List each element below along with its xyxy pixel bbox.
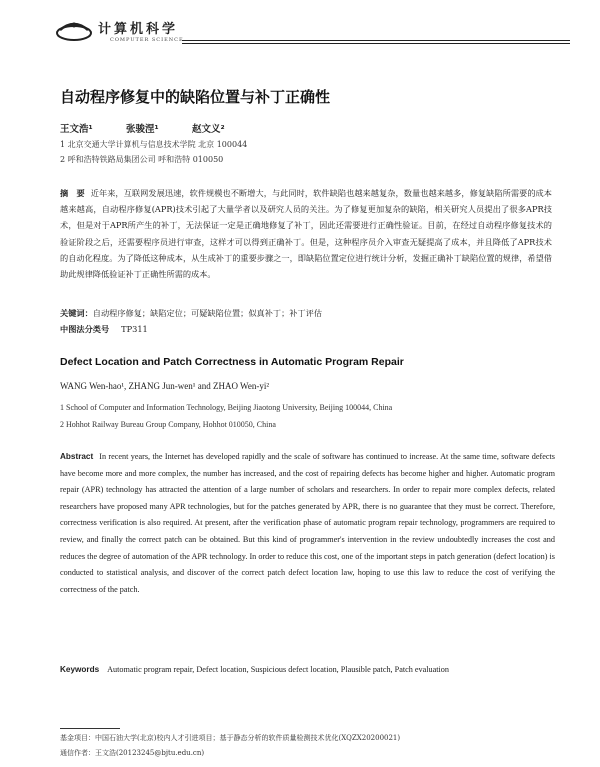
author-cn: 王文浩¹ bbox=[60, 124, 93, 135]
clc-label: 中图法分类号 bbox=[60, 324, 110, 334]
affiliation-cn: 2 呼和浩特铁路局集团公司 呼和浩特 010050 bbox=[60, 155, 224, 164]
keywords-en-text: Automatic program repair, Defect location, Suspicious defect location, Plausible patch, Patch evaluation bbox=[107, 665, 449, 674]
abstract-cn bbox=[60, 185, 552, 282]
paper-title-cn: 自动程序修复中的缺陷位置与补丁正确性 bbox=[60, 88, 331, 106]
keywords-cn-label: 关键词： bbox=[60, 308, 93, 318]
author-cn: 赵文义² bbox=[191, 124, 225, 135]
keywords-cn-text: 自动程序修复；缺陷定位；可疑缺陷位置；似真补丁；补丁评估 bbox=[92, 308, 323, 318]
footnote-funding: 基金项目：中国石油大学(北京)校内人才引进项目；基于静态分析的软件质量检测技术优化(XQZX20200021) bbox=[60, 734, 401, 742]
affiliation-cn: 1 北京交通大学计算机与信息技术学院 北京 100044 bbox=[60, 140, 248, 149]
abstract-en bbox=[60, 449, 555, 598]
journal-name: 计算机科学 bbox=[98, 22, 179, 37]
keywords-cn bbox=[60, 308, 322, 319]
header-rule bbox=[182, 40, 570, 41]
abstract-cn-label: 摘 要 bbox=[60, 188, 85, 198]
abstract-en-label: Abstract bbox=[60, 452, 94, 461]
abstract-cn-text: 近年来，互联网发展迅速，软件规模也不断增大，与此同时，软件缺陷也越来越复杂，数量也越来越多，修复缺陷所需要的成本越来越高，自动程序修复(APR)技术引起了大量学者以及研究人员的关注。为了修复更加复杂的缺陷，相关研究人员提出了很多APR技术，但是对于APR所产生的补丁，无法保证一定是正确地修复了补丁，因此还需要进行正确性验证。目前，在经过自动程序修复技术的验证阶段之后，还需要程序员进行审查，这样才可以得到正确补丁。但是，这种程序员介入审查无疑提高了成本，并且降低了APR技术的自动化程度。为了降低这种成本，从生成补丁的重要步骤之一，即缺陷位置定位进行统计分析，发掘正确补丁缺陷位置的规律，希望借助此规律降低验证补丁正确性所需的成本。 bbox=[60, 188, 552, 280]
footnote-corresponding: 通信作者：王文浩(20123245@bjtu.edu.cn) bbox=[60, 749, 205, 757]
journal-logo-icon bbox=[54, 16, 94, 44]
header-rule-thin bbox=[182, 43, 570, 44]
journal-subtitle: COMPUTER SCIENCE bbox=[110, 37, 184, 43]
paper-title-en: Defect Location and Patch Correctness in Automatic Program Repair bbox=[60, 356, 404, 368]
abstract-en-text: In recent years, the Internet has developed rapidly and the scale of software has continued to increase. At the same time, software defects have become more and more complex, the number has increased, and the cost of repairing defects has become higher and higher. Automatic program repair (APR) technology has attracted the attention of a large number of scholars and researchers. In order to repair more complex defects, related researchers have proposed many APR technologies, but for the patches generated by APR, there is no guarantee that they must be correct. Therefore, correctness verification is also required. At present, after the verification phase of automatic program repair technology, programmers are required to review, and finally the correct patch can be obtained. But this kind of programmer's intervention in the review undoubtedly increases the cost and reduces the degree of automation of the APR technology. In order to reduce this cost, one of the important steps in patch generation (defect location) is conducted to statistical analysis, and discover of the correct patch defect location law, hoping to use this law to reduce the cost of verifying the correctness of the patch. bbox=[60, 452, 555, 594]
keywords-en-label: Keywords bbox=[60, 665, 100, 674]
affiliation-en: 1 School of Computer and Information Technology, Beijing Jiaotong University, Beijing 100044, China bbox=[60, 403, 393, 412]
clc-value: TP311 bbox=[121, 324, 148, 334]
clc-number bbox=[60, 324, 148, 335]
author-cn: 张骏涅¹ bbox=[125, 124, 159, 135]
authors-en: WANG Wen-hao¹, ZHANG Jun-wen¹ and ZHAO Wen-yi² bbox=[60, 381, 270, 391]
journal-header bbox=[40, 10, 570, 50]
footnote-rule bbox=[60, 728, 120, 729]
authors-cn bbox=[60, 121, 255, 135]
keywords-en bbox=[60, 665, 555, 674]
affiliation-en: 2 Hohhot Railway Bureau Group Company, Hohhot 010050, China bbox=[60, 420, 276, 429]
